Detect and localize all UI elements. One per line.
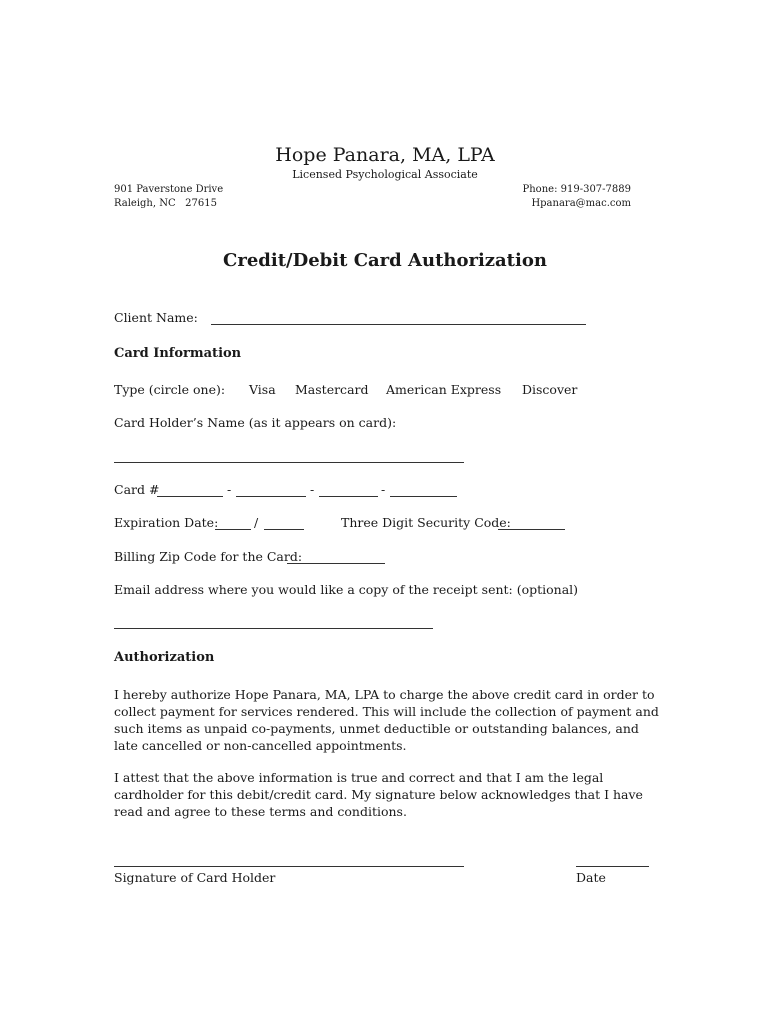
- card-number-field-3[interactable]: [319, 496, 378, 497]
- card-type-mastercard[interactable]: Mastercard: [295, 382, 369, 397]
- receipt-email-field[interactable]: [114, 628, 433, 629]
- phone-number: Phone: 919-307-7889: [522, 184, 631, 195]
- billing-zip-label: Billing Zip Code for the Card:: [114, 549, 303, 564]
- security-code-field[interactable]: [498, 529, 565, 530]
- authorization-paragraph: I hereby authorize Hope Panara, MA, LPA to charge the above credit card in order to collect payment for services rendered. This will include the collection of payment and such items as unpaid co-payments, unmet deductible or outstanding balances, and late cancelled or non-cancelled appointments.: [114, 687, 659, 753]
- security-code-label: Three Digit Security Code:: [341, 515, 511, 530]
- billing-zip-field[interactable]: [287, 563, 385, 564]
- card-number-dash-2: -: [310, 482, 315, 497]
- client-name-field[interactable]: [211, 324, 586, 325]
- expiration-month-field[interactable]: [215, 529, 251, 530]
- signature-field[interactable]: [114, 866, 464, 867]
- address-line-2: Raleigh, NC 27615: [114, 198, 217, 209]
- client-name-label: Client Name:: [114, 310, 198, 325]
- card-type-visa[interactable]: Visa: [249, 382, 276, 397]
- card-number-dash-1: -: [227, 482, 232, 497]
- email-address: Hpanara@mac.com: [531, 198, 631, 209]
- card-number-field-1[interactable]: [157, 496, 223, 497]
- card-type-american-express[interactable]: American Express: [386, 382, 502, 397]
- date-field[interactable]: [576, 866, 649, 867]
- address-block: [114, 183, 223, 211]
- authorization-heading: Authorization: [114, 650, 215, 665]
- card-number-dash-3: -: [381, 482, 386, 497]
- expiration-year-field[interactable]: [264, 529, 304, 530]
- card-information-heading: Card Information: [114, 346, 242, 361]
- attestation-paragraph: I attest that the above information is true and correct and that I am the legal cardholder for this debit/credit card. My signature below acknowledges that I have read and agree to these terms and conditions.: [114, 770, 643, 819]
- signature-label: Signature of Card Holder: [114, 870, 276, 885]
- receipt-email-label: Email address where you would like a copy of the receipt sent: (optional): [114, 582, 579, 597]
- card-number-field-4[interactable]: [390, 496, 457, 497]
- expiration-date-label: Expiration Date:: [114, 515, 219, 530]
- address-line-1: 901 Paverstone Drive: [114, 184, 224, 195]
- card-holder-name-label: Card Holder’s Name (as it appears on card):: [114, 415, 397, 430]
- contact-block: [523, 183, 631, 211]
- card-number-label: Card #: [114, 482, 160, 497]
- card-type-discover[interactable]: Discover: [522, 382, 578, 397]
- date-label: Date: [576, 870, 606, 885]
- expiration-slash: /: [254, 515, 259, 530]
- card-holder-name-field[interactable]: [114, 462, 464, 463]
- card-type-label: Type (circle one):: [114, 382, 226, 397]
- card-number-field-2[interactable]: [236, 496, 306, 497]
- practitioner-name: Hope Panara, MA, LPA: [275, 144, 495, 166]
- practitioner-title: Licensed Psychological Associate: [292, 168, 478, 181]
- form-title: Credit/Debit Card Authorization: [223, 250, 547, 271]
